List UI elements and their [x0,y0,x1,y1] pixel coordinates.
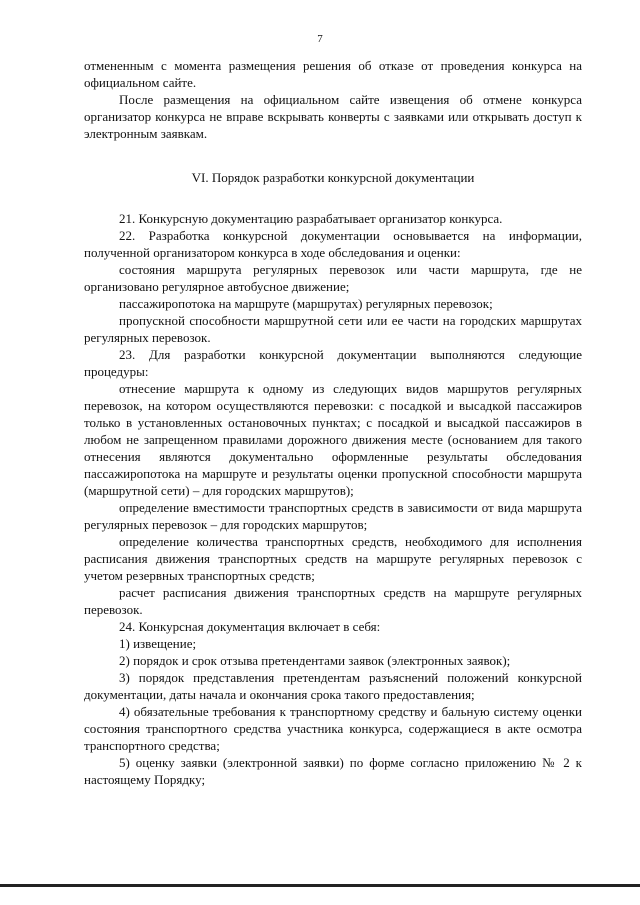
scan-bottom-edge [0,884,640,887]
paragraph-continuation: отмененным с момента размещения решения об отказе от проведения конкурса на официальном сайте. [84,58,582,90]
page-number: 7 [317,33,323,45]
paragraph-23: 23. Для разработки конкурсной документации выполняются следующие процедуры: [84,347,582,379]
paragraph-24-item-2: 2) порядок и срок отзыва претендентами заявок (электронных заявок); [119,653,511,668]
paragraph-24-item-5: 5) оценку заявки (электронной заявки) по форме согласно приложению № 2 к настоящему Порядку; [84,755,582,787]
paragraph-22-item-route-state: состояния маршрута регулярных перевозок или части маршрута, где не организовано регулярное автобусное движение; [84,262,582,294]
paragraph-23-item-schedule: расчет расписания движения транспортных средств на маршруте регулярных перевозок. [84,585,582,617]
document-body [84,57,582,788]
paragraph-22-item-passenger-flow: пассажиропотока на маршруте (маршрутах) регулярных перевозок; [119,296,493,311]
paragraph-23-item-vehicle-capacity: определение вместимости транспортных средств в зависимости от вида маршрута регулярных перевозок – для городских маршрутов; [84,500,582,532]
paragraph-23-item-vehicle-count: определение количества транспортных средств, необходимого для исполнения расписания движения транспортных средств на маршруте регулярных перевозок с учетом резервных транспортных средств; [84,534,582,583]
paragraph-24: 24. Конкурсная документация включает в себя: [119,619,381,634]
section-heading: VI. Порядок разработки конкурсной документации [191,170,475,185]
paragraph-24-item-1: 1) извещение; [119,636,197,651]
paragraph-22-item-capacity: пропускной способности маршрутной сети или ее части на городских маршрутах регулярных перевозок. [84,313,582,345]
paragraph-23-item-route-type: отнесение маршрута к одному из следующих видов маршрутов регулярных перевозок, на котором осуществляются перевозки: с посадкой и высадкой пассажиров только в установленных остановочных пунктах; с посадкой и высадкой пассажиров в любом не запрещенном правилами дорожного движения месте (основанием для такого отнесения являются документально оформленные результаты обследования пассажиропотока на маршруте и результаты оценки пропускной способности маршрута (маршрутной сети) – для городских маршрутов); [84,381,582,498]
paragraph-22: 22. Разработка конкурсной документации основывается на информации, полученной организатором конкурса в ходе обследования и оценки: [84,228,582,260]
paragraph-cancellation-notice: После размещения на официальном сайте извещения об отмене конкурса организатор конкурса не вправе вскрывать конверты с заявками или открывать доступ к электронным заявкам. [84,92,582,141]
paragraph-24-item-4: 4) обязательные требования к транспортному средству и бальную систему оценки состояния транспортного средства участника конкурса, содержащиеся в акте осмотра транспортного средства; [84,704,582,753]
paragraph-24-item-3: 3) порядок представления претендентам разъяснений положений конкурсной документации, даты начала и окончания срока такого предоставления; [84,670,582,702]
paragraph-21: 21. Конкурсную документацию разрабатывает организатор конкурса. [119,211,503,226]
